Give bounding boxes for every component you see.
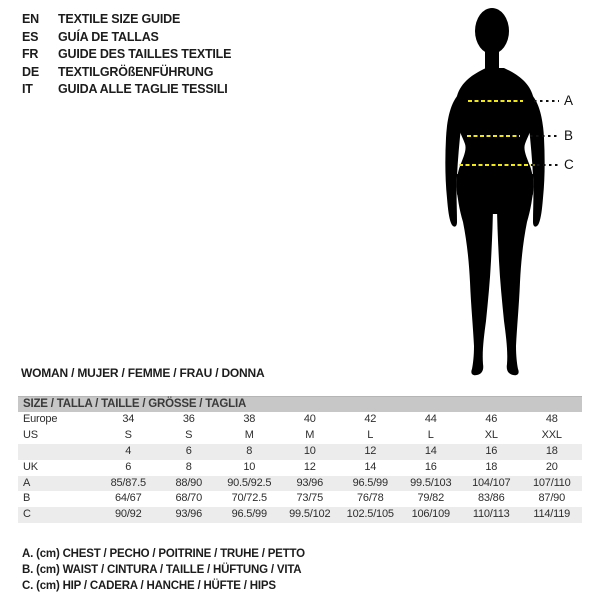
table-row [18, 507, 582, 523]
table-row [18, 428, 582, 444]
table-cell: 83/86 [477, 492, 505, 505]
size-table-body [18, 412, 582, 523]
table-cell: 10 [303, 444, 316, 457]
language-row-it [22, 81, 231, 99]
table-cell: 6 [125, 460, 132, 473]
table-cell: 16 [424, 460, 437, 473]
measure-label-b: B [564, 128, 574, 143]
table-cell: L [427, 428, 434, 441]
table-cell: 64/67 [114, 492, 142, 505]
row-label: Europe [23, 413, 58, 425]
table-cell: 36 [182, 413, 195, 425]
table-cell: 48 [545, 413, 558, 425]
language-code: ES [22, 29, 39, 44]
table-cell: 12 [364, 444, 377, 457]
table-cell: 20 [545, 460, 558, 473]
language-row-fr [22, 46, 231, 64]
table-cell: 87/90 [538, 492, 566, 505]
table-cell: 99.5/103 [410, 476, 452, 489]
table-cell: M [244, 428, 254, 441]
table-cell: M [305, 428, 315, 441]
size-table-header: SIZE / TALLA / TAILLE / GRÖSSE / TAGLIA [18, 396, 582, 412]
row-label [18, 444, 98, 460]
table-cell: 104/107 [472, 476, 511, 489]
table-cell: XXL [541, 428, 562, 441]
table-cell: 99.5/102 [289, 508, 331, 521]
section-title: WOMAN / MUJER / FEMME / FRAU / DONNA [21, 366, 265, 380]
table-cell: 79/82 [417, 492, 445, 505]
table-cell: S [185, 428, 193, 441]
table-cell: 8 [246, 444, 253, 457]
language-label: TEXTILE SIZE GUIDE [58, 12, 181, 26]
woman-silhouette-icon [441, 6, 598, 376]
language-code: IT [22, 82, 33, 96]
language-row-de [22, 64, 231, 82]
language-label: TEXTILGRÖßENFÜHRUNG [58, 64, 214, 79]
size-table [18, 396, 582, 523]
row-label: B [23, 492, 31, 505]
table-cell: 102.5/105 [346, 508, 394, 521]
table-cell: 40 [303, 413, 316, 425]
language-label: GUIDA ALLE TAGLIE TESSILI [58, 82, 228, 96]
language-code: EN [22, 12, 39, 26]
table-cell: 114/119 [533, 508, 571, 521]
table-cell: 73/75 [296, 492, 324, 505]
table-cell: XL [484, 428, 498, 441]
table-cell: 90.5/92.5 [227, 476, 272, 489]
table-row [18, 412, 582, 428]
table-cell: 46 [485, 413, 498, 425]
table-cell: 16 [485, 444, 498, 457]
table-cell: 38 [243, 413, 256, 425]
table-row [18, 460, 582, 476]
table-row [18, 491, 582, 507]
table-cell: 96.5/99 [352, 476, 388, 489]
table-cell: 14 [424, 444, 437, 457]
row-label: A [23, 476, 31, 489]
measure-label-a: A [564, 93, 574, 108]
legend-line-chest: A. (cm) CHEST / PECHO / POITRINE / TRUHE / PETTO [22, 548, 305, 560]
language-code: DE [22, 64, 39, 79]
table-cell: 10 [243, 460, 256, 473]
legend-line-waist: B. (cm) WAIST / CINTURA / TAILLE / HÜFTUNG / VITA [22, 564, 302, 576]
table-cell: 42 [364, 413, 377, 425]
row-label: C [23, 508, 31, 521]
table-cell: 90/92 [114, 508, 142, 521]
language-row-en [22, 11, 231, 29]
measure-label-c: C [564, 157, 574, 172]
table-cell: 85/87.5 [110, 476, 146, 489]
table-cell: 18 [485, 460, 498, 473]
language-label: GUÍA DE TALLAS [58, 29, 159, 44]
table-cell: 4 [125, 444, 132, 457]
table-cell: 14 [364, 460, 377, 473]
table-cell: 96.5/99 [231, 508, 267, 521]
table-cell: 6 [185, 444, 192, 457]
table-cell: 106/109 [411, 508, 450, 521]
measurement-legend [22, 546, 305, 594]
table-cell: 18 [545, 444, 558, 457]
language-list [22, 11, 231, 99]
table-cell: S [124, 428, 132, 441]
table-cell: 107/110 [532, 476, 571, 489]
table-cell: 34 [122, 413, 135, 425]
table-cell: 93/96 [296, 476, 324, 489]
table-cell: 70/72.5 [231, 492, 267, 505]
table-row [18, 444, 582, 460]
table-cell: 44 [424, 413, 437, 425]
table-cell: 93/96 [175, 508, 203, 521]
table-cell: 76/78 [356, 492, 384, 505]
table-cell: 8 [185, 460, 192, 473]
row-label: UK [23, 460, 38, 473]
table-row [18, 476, 582, 492]
table-cell: 110/113 [472, 508, 510, 521]
table-cell: 88/90 [175, 476, 203, 489]
table-cell: 68/70 [175, 492, 203, 505]
language-row-es [22, 29, 231, 47]
language-code: FR [22, 47, 39, 61]
language-label: GUIDE DES TAILLES TEXTILE [58, 47, 232, 61]
legend-line-hip: C. (cm) HIP / CADERA / HANCHE / HÜFTE / HIPS [22, 580, 276, 592]
table-cell: 12 [303, 460, 316, 473]
row-label: US [23, 428, 38, 441]
table-cell: L [367, 428, 374, 441]
